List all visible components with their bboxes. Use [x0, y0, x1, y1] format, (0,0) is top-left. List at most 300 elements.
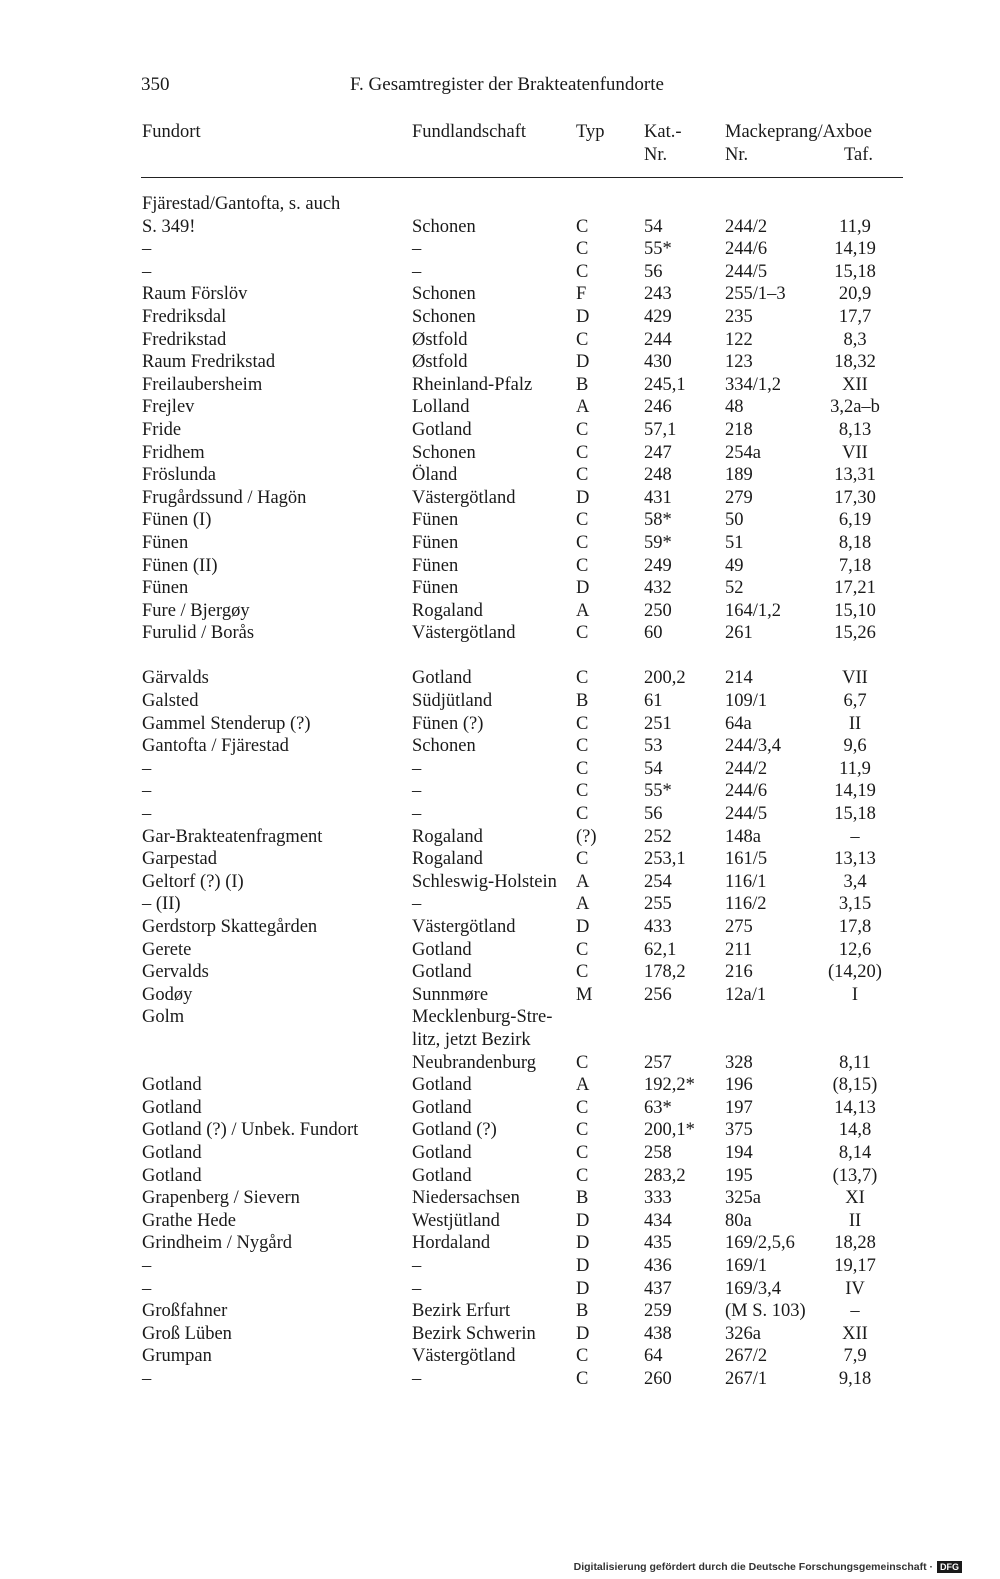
cell-kat-nr: 431	[644, 487, 672, 508]
cell-fundlandschaft: Fünen	[412, 578, 459, 599]
cell-fundlandschaft: Schleswig-Holstein	[412, 871, 557, 892]
cell-mackeprang-nr: 244/5	[725, 804, 768, 825]
cell-kat-nr: 54	[644, 758, 663, 779]
cell-kat-nr: 200,1*	[644, 1120, 695, 1141]
register-table	[0, 193, 1000, 1390]
cell-tafel: 19,17	[834, 1255, 876, 1276]
cell-fundlandschaft: Västergötland	[412, 917, 516, 937]
table-row	[0, 577, 1000, 600]
cell-fundort: Grathe Hede	[142, 1210, 236, 1231]
cell-tafel: 3,15	[838, 894, 872, 915]
cell-kat-nr: 253,1	[644, 849, 686, 870]
cell-fundort: –	[142, 239, 152, 260]
cell-fundort: Groß Lüben	[142, 1323, 232, 1344]
cell-fundlandschaft: Gotland	[412, 1142, 472, 1163]
table-row	[0, 600, 1000, 623]
cell-fundort: Gantofta / Fjärestad	[142, 736, 289, 757]
cell-fundort: –	[142, 1368, 152, 1389]
cell-fundlandschaft: litz, jetzt Bezirk	[412, 1029, 531, 1050]
cell-typ: D	[576, 352, 590, 373]
cell-typ: B	[576, 1301, 589, 1322]
cell-tafel: 11,9	[839, 216, 871, 237]
cell-kat-nr: 260	[644, 1368, 672, 1389]
cell-tafel: 9,6	[843, 736, 867, 757]
cell-kat-nr: 283,2	[644, 1165, 686, 1186]
table-row	[0, 238, 1000, 261]
cell-fundlandschaft: Neubrandenburg	[412, 1052, 536, 1073]
cell-kat-nr: 59*	[644, 532, 672, 553]
cell-fundlandschaft: Gotland	[412, 1165, 472, 1186]
cell-kat-nr: 432	[644, 578, 672, 599]
table-row	[0, 871, 1000, 894]
cell-mackeprang-nr: 196	[725, 1075, 753, 1096]
table-row	[0, 1074, 1000, 1097]
cell-typ: A	[576, 600, 590, 621]
cell-typ: C	[576, 623, 589, 644]
cell-tafel: 15,10	[834, 600, 876, 621]
cell-fundlandschaft: –	[412, 261, 422, 282]
cell-mackeprang-nr: 261	[725, 623, 753, 644]
cell-typ: B	[576, 1188, 589, 1209]
cell-tafel: 15,18	[834, 261, 876, 282]
cell-mackeprang-nr: 216	[725, 962, 753, 983]
cell-typ: C	[576, 713, 589, 734]
cell-kat-nr: 245,1	[644, 374, 686, 395]
cell-typ: D	[576, 1323, 590, 1344]
table-row	[0, 351, 1000, 374]
cell-fundlandschaft: Västergötland	[412, 487, 516, 508]
cell-typ: A	[576, 894, 590, 915]
header-fundlandschaft: Fundlandschaft	[412, 122, 527, 142]
cell-fundort: –	[142, 1255, 152, 1276]
table-row	[0, 622, 1000, 645]
cell-typ: C	[576, 758, 589, 779]
cell-mackeprang-nr: 194	[725, 1142, 753, 1163]
cell-fundlandschaft: Østfold	[412, 329, 468, 350]
cell-fundort: Fredriksdal	[142, 306, 227, 327]
cell-tafel: II	[848, 1210, 862, 1231]
cell-typ: C	[576, 261, 589, 282]
cell-tafel: 8,3	[843, 329, 867, 350]
table-row	[0, 1300, 1000, 1323]
cell-typ: C	[576, 1142, 589, 1163]
cell-kat-nr: 64	[644, 1346, 663, 1367]
cell-fundort: S. 349!	[142, 216, 196, 237]
cell-tafel: 14,19	[834, 781, 876, 802]
table-row	[0, 1232, 1000, 1255]
cell-typ: C	[576, 781, 589, 802]
cell-kat-nr: 258	[644, 1142, 672, 1163]
cell-mackeprang-nr: 244/6	[725, 239, 768, 260]
cell-mackeprang-nr: 122	[725, 329, 753, 350]
table-row	[0, 306, 1000, 329]
cell-fundlandschaft: Gotland	[412, 962, 472, 983]
cell-mackeprang-nr: 50	[725, 510, 744, 531]
cell-fundlandschaft: Västergötland	[412, 1346, 516, 1367]
table-row	[0, 509, 1000, 532]
cell-tafel: 12,6	[838, 939, 872, 960]
table-row	[0, 848, 1000, 871]
cell-mackeprang-nr: 123	[725, 352, 753, 373]
cell-typ: A	[576, 871, 590, 892]
table-row	[0, 1006, 1000, 1029]
cell-tafel: 17,21	[834, 578, 876, 599]
cell-mackeprang-nr: 12a/1	[725, 984, 767, 1005]
cell-fundlandschaft: Västergötland	[412, 623, 516, 644]
cell-mackeprang-nr: 211	[725, 939, 753, 960]
cell-fundort: Fjärestad/Gantofta, s. auch	[142, 194, 341, 214]
cell-fundort: Golm	[142, 1007, 185, 1028]
table-row	[0, 893, 1000, 916]
cell-mackeprang-nr: 80a	[725, 1210, 752, 1231]
cell-tafel: 3,2a–b	[830, 397, 880, 418]
cell-mackeprang-nr: 244/5	[725, 261, 768, 282]
table-row	[0, 1029, 1000, 1052]
cell-mackeprang-nr: 197	[725, 1097, 753, 1118]
cell-fundort: – (II)	[142, 894, 181, 915]
cell-fundlandschaft: Sunnmøre	[412, 984, 489, 1005]
cell-typ: C	[576, 1346, 589, 1367]
cell-kat-nr: 255	[644, 894, 672, 915]
table-row	[0, 1165, 1000, 1188]
cell-mackeprang-nr: 255/1–3	[725, 284, 786, 305]
cell-kat-nr: 57,1	[644, 419, 677, 440]
cell-typ: C	[576, 1165, 589, 1186]
cell-kat-nr: 63*	[644, 1097, 672, 1118]
cell-tafel: 6,19	[838, 510, 872, 531]
cell-kat-nr: 55*	[644, 781, 672, 802]
cell-fundlandschaft: Rheinland-Pfalz	[412, 374, 533, 395]
table-row	[0, 690, 1000, 713]
table-row	[0, 961, 1000, 984]
cell-fundlandschaft: Gotland	[412, 939, 472, 960]
cell-fundort: Fünen	[142, 532, 189, 553]
cell-tafel: VII	[842, 442, 868, 463]
cell-kat-nr: 246	[644, 397, 672, 418]
cell-fundort: Raum Förslöv	[142, 284, 248, 305]
cell-kat-nr: 254	[644, 871, 672, 892]
cell-fundort: –	[142, 758, 152, 779]
table-row	[0, 1278, 1000, 1301]
cell-mackeprang-nr: 48	[725, 397, 744, 418]
header-mackeprang-taf: Taf.	[844, 145, 874, 165]
cell-tafel: 6,7	[843, 691, 867, 712]
table-row	[0, 984, 1000, 1007]
cell-typ: C	[576, 1368, 589, 1389]
cell-typ: A	[576, 1075, 590, 1096]
cell-kat-nr: 53	[644, 736, 663, 757]
cell-fundlandschaft: –	[412, 239, 422, 260]
cell-fundort: Frugårdssund / Hagön	[142, 487, 307, 508]
cell-mackeprang-nr: 169/1	[725, 1255, 768, 1276]
cell-fundlandschaft: –	[412, 1255, 422, 1276]
cell-fundlandschaft: Gotland	[412, 668, 472, 689]
cell-typ: C	[576, 532, 589, 553]
table-row	[0, 442, 1000, 465]
cell-fundort: Gerdstorp Skattegården	[142, 917, 318, 937]
cell-typ: D	[576, 1255, 590, 1276]
cell-fundlandschaft: –	[412, 1278, 422, 1299]
cell-tafel: 11,9	[839, 758, 871, 779]
cell-kat-nr: 434	[644, 1210, 672, 1231]
cell-fundort: Gammel Stenderup (?)	[142, 713, 311, 734]
cell-tafel: 13,13	[834, 849, 876, 870]
cell-typ: A	[576, 397, 590, 418]
cell-kat-nr: 429	[644, 306, 672, 327]
cell-tafel: XI	[845, 1188, 865, 1209]
footer-text: Digitalisierung gefördert durch die Deutsche Forschungsgemeinschaft ·	[573, 1561, 933, 1573]
cell-kat-nr: 56	[644, 804, 663, 825]
table-row	[0, 396, 1000, 419]
cell-kat-nr: 54	[644, 216, 663, 237]
cell-fundort: Godøy	[142, 984, 193, 1005]
cell-mackeprang-nr: 64a	[725, 713, 752, 734]
cell-typ: C	[576, 1120, 589, 1141]
cell-typ: F	[576, 284, 587, 305]
cell-fundlandschaft: Lolland	[412, 397, 470, 418]
cell-typ: C	[576, 1097, 589, 1118]
cell-mackeprang-nr: 244/3,4	[725, 736, 782, 757]
cell-typ: (?)	[576, 826, 597, 847]
cell-fundlandschaft: Fünen (?)	[412, 713, 484, 734]
cell-fundlandschaft: Niedersachsen	[412, 1188, 520, 1209]
cell-fundort: Gervalds	[142, 962, 209, 983]
cell-fundort: –	[142, 781, 152, 802]
cell-fundlandschaft: Schonen	[412, 284, 476, 305]
cell-typ: D	[576, 1210, 590, 1231]
cell-typ: C	[576, 555, 589, 576]
cell-fundort: Fünen (I)	[142, 510, 212, 531]
cell-kat-nr: 256	[644, 984, 672, 1005]
header-mackeprang-nr: Nr.	[725, 145, 749, 165]
cell-tafel: 14,13	[834, 1097, 876, 1118]
cell-tafel: 7,9	[843, 1346, 867, 1367]
cell-fundort: Fredrikstad	[142, 329, 227, 350]
cell-typ: C	[576, 510, 589, 531]
cell-fundlandschaft: Schonen	[412, 306, 476, 327]
cell-tafel: II	[848, 713, 862, 734]
cell-typ: C	[576, 465, 589, 486]
table-row	[0, 826, 1000, 849]
cell-typ: C	[576, 668, 589, 689]
cell-fundort: Gärvalds	[142, 668, 209, 689]
cell-fundort: –	[142, 1278, 152, 1299]
table-row	[0, 464, 1000, 487]
cell-fundort: Fünen (II)	[142, 555, 218, 576]
cell-fundlandschaft: Gotland	[412, 1075, 472, 1096]
cell-mackeprang-nr: 244/2	[725, 758, 768, 779]
cell-fundort: Raum Fredrikstad	[142, 352, 276, 373]
cell-fundlandschaft: –	[412, 804, 422, 825]
cell-typ: C	[576, 419, 589, 440]
cell-kat-nr: 60	[644, 623, 663, 644]
cell-mackeprang-nr: 235	[725, 306, 753, 327]
table-row	[0, 261, 1000, 284]
cell-mackeprang-nr: 325a	[725, 1188, 761, 1209]
cell-tafel: XII	[842, 1323, 868, 1344]
cell-fundort: Gotland	[142, 1165, 202, 1186]
cell-tafel: (8,15)	[832, 1075, 878, 1096]
cell-fundort: Geltorf (?) (I)	[142, 871, 244, 892]
cell-fundlandschaft: Schonen	[412, 216, 476, 237]
cell-kat-nr: 55*	[644, 239, 672, 260]
cell-fundlandschaft: Bezirk Erfurt	[412, 1301, 511, 1322]
cell-fundort: Grapenberg / Sievern	[142, 1188, 300, 1209]
cell-tafel: 8,11	[839, 1052, 871, 1073]
cell-mackeprang-nr: 267/1	[725, 1368, 768, 1389]
cell-tafel: –	[850, 826, 860, 847]
cell-kat-nr: 430	[644, 352, 672, 373]
cell-fundlandschaft: Hordaland	[412, 1233, 491, 1254]
cell-kat-nr: 250	[644, 600, 672, 621]
cell-typ: D	[576, 578, 590, 599]
cell-fundort: Frejlev	[142, 397, 195, 418]
cell-fundort: Fünen	[142, 578, 189, 599]
cell-kat-nr: 62,1	[644, 939, 677, 960]
cell-mackeprang-nr: 148a	[725, 826, 761, 847]
cell-tafel: (14,20)	[828, 962, 882, 983]
cell-mackeprang-nr: 326a	[725, 1323, 761, 1344]
cell-typ: C	[576, 1052, 589, 1073]
cell-tafel: 8,13	[838, 419, 872, 440]
cell-kat-nr: 200,2	[644, 668, 686, 689]
cell-fundlandschaft: Westjütland	[412, 1210, 500, 1231]
cell-mackeprang-nr: 161/5	[725, 849, 768, 870]
cell-mackeprang-nr: (M S. 103)	[725, 1301, 806, 1322]
page-title: F. Gesamtregister der Brakteatenfundorte	[350, 74, 664, 95]
cell-fundlandschaft: –	[412, 781, 422, 802]
cell-typ: D	[576, 917, 590, 937]
table-row	[0, 329, 1000, 352]
header-fundort: Fundort	[142, 122, 201, 142]
cell-mackeprang-nr: 275	[725, 917, 753, 937]
cell-tafel: 9,18	[838, 1368, 872, 1389]
cell-kat-nr: 61	[644, 691, 663, 712]
cell-fundlandschaft: Rogaland	[412, 826, 483, 847]
cell-mackeprang-nr: 334/1,2	[725, 374, 782, 395]
cell-mackeprang-nr: 244/6	[725, 781, 768, 802]
cell-tafel: 17,7	[838, 306, 872, 327]
cell-fundlandschaft: Gotland	[412, 419, 472, 440]
cell-kat-nr: 435	[644, 1233, 672, 1254]
table-row	[0, 780, 1000, 803]
cell-typ: C	[576, 239, 589, 260]
cell-tafel: 13,31	[834, 465, 876, 486]
cell-typ: D	[576, 306, 590, 327]
table-row	[0, 1142, 1000, 1165]
cell-fundort: Fride	[142, 419, 182, 440]
cell-typ: C	[576, 804, 589, 825]
cell-fundlandschaft: Schonen	[412, 442, 476, 463]
cell-typ: D	[576, 1278, 590, 1299]
cell-typ: D	[576, 1233, 590, 1254]
table-row	[0, 939, 1000, 962]
table-row	[0, 1119, 1000, 1142]
table-row	[0, 487, 1000, 510]
cell-tafel: 18,28	[834, 1233, 876, 1254]
cell-fundort: Freilaubersheim	[142, 374, 263, 395]
header-kat-nr: Nr.	[644, 145, 668, 165]
cell-fundlandschaft: –	[412, 894, 422, 915]
cell-fundlandschaft: Rogaland	[412, 849, 483, 870]
table-row	[0, 216, 1000, 239]
cell-mackeprang-nr: 279	[725, 487, 753, 508]
cell-mackeprang-nr: 52	[725, 578, 744, 599]
cell-kat-nr: 438	[644, 1323, 672, 1344]
cell-typ: C	[576, 736, 589, 757]
table-row	[0, 419, 1000, 442]
cell-tafel: 17,8	[838, 917, 872, 937]
cell-typ: M	[576, 984, 593, 1005]
header-typ: Typ	[576, 122, 605, 142]
cell-mackeprang-nr: 189	[725, 465, 753, 486]
page-number: 350	[141, 74, 170, 95]
cell-tafel: I	[851, 984, 859, 1005]
cell-mackeprang-nr: 164/1,2	[725, 600, 782, 621]
cell-fundort: Großfahner	[142, 1301, 228, 1322]
cell-tafel: 14,19	[834, 239, 876, 260]
cell-tafel: IV	[845, 1278, 865, 1299]
table-row	[0, 1210, 1000, 1233]
cell-mackeprang-nr: 51	[725, 532, 744, 553]
cell-fundlandschaft: Fünen	[412, 510, 459, 531]
cell-mackeprang-nr: 218	[725, 419, 753, 440]
cell-kat-nr: 249	[644, 555, 672, 576]
cell-typ: C	[576, 849, 589, 870]
cell-mackeprang-nr: 195	[725, 1165, 753, 1186]
cell-kat-nr: 257	[644, 1052, 672, 1073]
cell-mackeprang-nr: 244/2	[725, 216, 768, 237]
cell-kat-nr: 178,2	[644, 962, 686, 983]
cell-fundort: Fridhem	[142, 442, 205, 463]
cell-tafel: XII	[842, 374, 868, 395]
cell-fundort: Gar-Brakteatenfragment	[142, 826, 323, 847]
table-row	[0, 193, 1000, 216]
cell-kat-nr: 437	[644, 1278, 672, 1299]
table-row	[0, 1323, 1000, 1346]
cell-mackeprang-nr: 214	[725, 668, 753, 689]
cell-fundort: Gotland (?) / Unbek. Fundort	[142, 1120, 359, 1141]
cell-tafel: 20,9	[838, 284, 872, 305]
cell-fundort: Fröslunda	[142, 465, 216, 486]
cell-fundort: Grumpan	[142, 1346, 212, 1367]
table-row	[0, 532, 1000, 555]
cell-fundort: Garpestad	[142, 849, 217, 870]
cell-fundort: Furulid / Borås	[142, 623, 255, 644]
cell-fundlandschaft: Südjütland	[412, 691, 493, 712]
cell-kat-nr: 433	[644, 917, 672, 937]
cell-kat-nr: 436	[644, 1255, 672, 1276]
cell-tafel: 8,14	[838, 1142, 872, 1163]
table-row	[0, 713, 1000, 736]
table-row	[0, 555, 1000, 578]
cell-typ: D	[576, 487, 590, 508]
cell-mackeprang-nr: 169/3,4	[725, 1278, 782, 1299]
table-row	[0, 1345, 1000, 1368]
cell-fundort: Gotland	[142, 1075, 202, 1096]
dfg-logo: DFG	[937, 1561, 962, 1573]
cell-fundort: –	[142, 261, 152, 282]
cell-tafel: VII	[842, 668, 868, 689]
cell-mackeprang-nr: 328	[725, 1052, 753, 1073]
section-gap	[0, 645, 1000, 668]
cell-typ: B	[576, 374, 589, 395]
cell-typ: C	[576, 939, 589, 960]
cell-mackeprang-nr: 254a	[725, 442, 761, 463]
cell-fundlandschaft: Mecklenburg-Stre-	[412, 1007, 553, 1028]
table-row	[0, 758, 1000, 781]
cell-fundlandschaft: –	[412, 1368, 422, 1389]
